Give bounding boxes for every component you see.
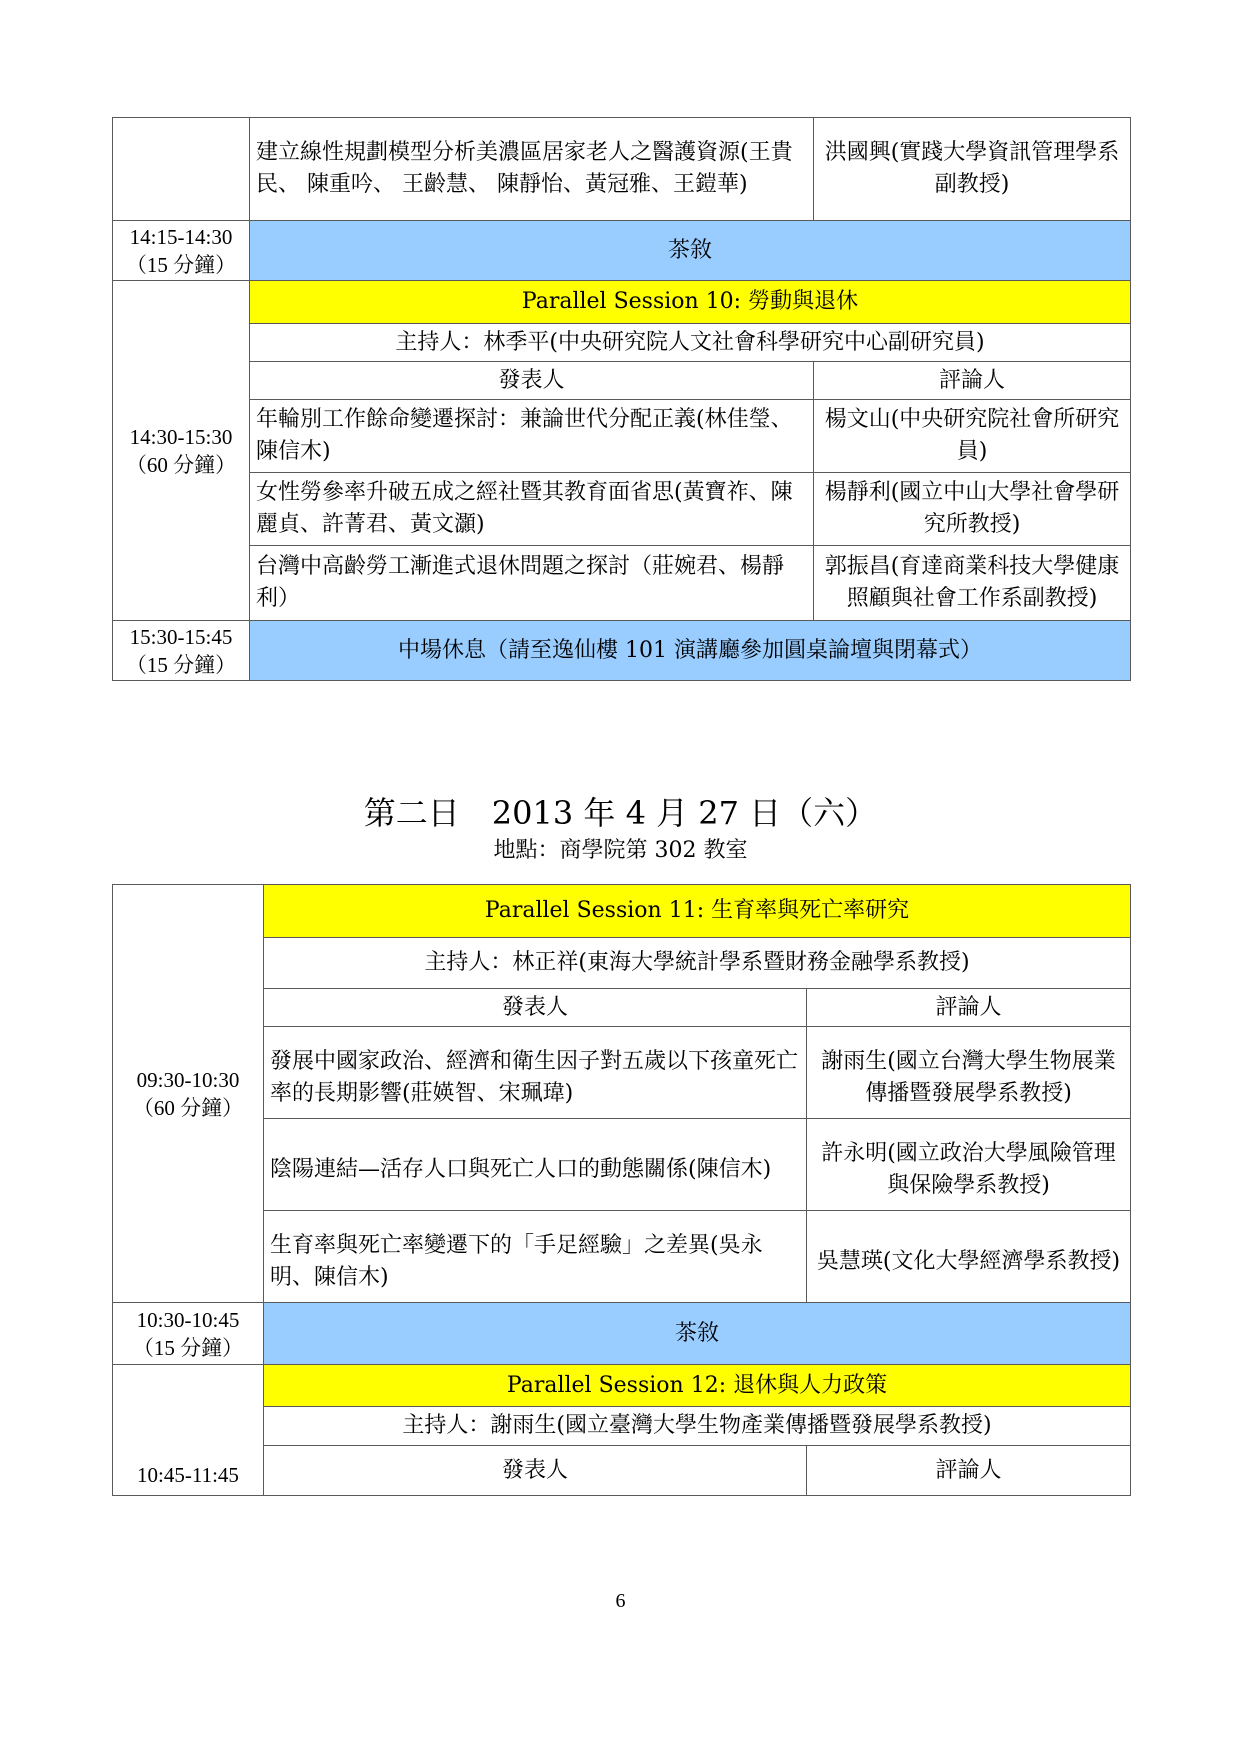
table-row — [113, 1027, 1131, 1119]
schedule-table-day2 — [112, 884, 1131, 1496]
table-row — [113, 1211, 1131, 1303]
paper-title: 台灣中高齡勞工漸進式退休問題之探討（莊婉君、楊靜利） — [250, 546, 814, 621]
discussant: 謝雨生(國立台灣大學生物展業傳播暨發展學系教授) — [807, 1027, 1131, 1119]
time-range: 10:30-10:45 — [136, 1307, 240, 1332]
duration: （60 分鐘） — [132, 1095, 244, 1120]
table-row — [113, 1119, 1131, 1211]
table-row — [113, 546, 1131, 621]
table-row — [113, 1303, 1131, 1365]
time-cell — [113, 885, 264, 1303]
table-row — [113, 281, 1131, 324]
table-row — [113, 621, 1131, 681]
table-row — [113, 1407, 1131, 1446]
page-number: 6 — [615, 1590, 626, 1612]
time-cell — [113, 281, 250, 621]
break-label: 中場休息（請至逸仙樓 101 演講廳參加圓桌論壇與閉幕式） — [250, 621, 1131, 681]
paper-title: 生育率與死亡率變遷下的「手足經驗」之差異(吳永明、陳信木) — [264, 1211, 807, 1303]
table-row — [113, 1446, 1131, 1496]
paper-title: 年輪別工作餘命變遷探討：兼論世代分配正義(林佳瑩、陳信木) — [250, 400, 814, 473]
session-chair: 主持人：林季平(中央研究院人文社會科學研究中心副研究員) — [250, 324, 1131, 362]
table-row — [113, 473, 1131, 546]
session-title: Parallel Session 11: 生育率與死亡率研究 — [264, 885, 1131, 938]
time-cell — [113, 1303, 264, 1365]
discussant: 洪國興(實踐大學資訊管理學系副教授) — [814, 118, 1131, 221]
time-cell — [113, 1365, 264, 1496]
session-chair: 主持人：謝雨生(國立臺灣大學生物產業傳播暨發展學系教授) — [264, 1407, 1131, 1446]
session-chair: 主持人：林正祥(東海大學統計學系暨財務金融學系教授) — [264, 938, 1131, 989]
duration: （15 分鐘） — [132, 1335, 244, 1360]
table-row — [113, 324, 1131, 362]
time-range: 09:30-10:30 — [136, 1067, 240, 1092]
paper-title: 女性勞參率升破五成之經社暨其教育面省思(黃寶祚、陳麗貞、許菁君、黃文灝) — [250, 473, 814, 546]
column-header-discussant: 評論人 — [807, 1446, 1131, 1496]
discussant: 楊文山(中央研究院社會所研究員) — [814, 400, 1131, 473]
schedule-table-day1 — [112, 117, 1131, 681]
duration: （60 分鐘） — [125, 452, 237, 477]
paper-title: 建立線性規劃模型分析美濃區居家老人之醫護資源(王貴民、 陳重吟、 王齡慧、 陳靜怡、黃冠雅、王鎧華) — [250, 118, 814, 221]
duration: （15 分鐘） — [125, 252, 237, 277]
table-row — [113, 362, 1131, 400]
time-cell — [113, 118, 250, 221]
time-cell — [113, 621, 250, 681]
time-range: 14:15-14:30 — [129, 224, 233, 249]
column-header-discussant: 評論人 — [814, 362, 1131, 400]
time-range: 14:30-15:30 — [129, 424, 233, 449]
session-title: Parallel Session 12: 退休與人力政策 — [264, 1365, 1131, 1407]
table-row — [113, 221, 1131, 281]
break-label: 茶敘 — [264, 1303, 1131, 1365]
column-header-presenter: 發表人 — [264, 1446, 807, 1496]
session-title: Parallel Session 10: 勞動與退休 — [250, 281, 1131, 324]
table-row — [113, 885, 1131, 938]
table-row — [113, 400, 1131, 473]
discussant: 吳慧瑛(文化大學經濟學系教授) — [807, 1211, 1131, 1303]
discussant: 許永明(國立政治大學風險管理與保險學系教授) — [807, 1119, 1131, 1211]
table-row — [113, 989, 1131, 1027]
table-row — [113, 118, 1131, 221]
table-row — [113, 938, 1131, 989]
paper-title: 陰陽連結—活存人口與死亡人口的動態關係(陳信木) — [264, 1119, 807, 1211]
duration: （15 分鐘） — [125, 652, 237, 677]
break-label: 茶敘 — [250, 221, 1131, 281]
discussant: 郭振昌(育達商業科技大學健康照顧與社會工作系副教授) — [814, 546, 1131, 621]
paper-title: 發展中國家政治、經濟和衛生因子對五歲以下孩童死亡率的長期影響(莊媖智、宋珮瑋) — [264, 1027, 807, 1119]
time-range: 10:45-11:45 — [137, 1463, 239, 1487]
column-header-discussant: 評論人 — [807, 989, 1131, 1027]
discussant: 楊靜利(國立中山大學社會學研究所教授) — [814, 473, 1131, 546]
column-header-presenter: 發表人 — [264, 989, 807, 1027]
time-cell — [113, 221, 250, 281]
column-header-presenter: 發表人 — [250, 362, 814, 400]
time-range: 15:30-15:45 — [129, 624, 233, 649]
table-row — [113, 1365, 1131, 1407]
day-title: 第二日 2013 年 4 月 27 日（六） — [363, 794, 878, 832]
venue: 地點：商學院第 302 教室 — [493, 838, 748, 863]
